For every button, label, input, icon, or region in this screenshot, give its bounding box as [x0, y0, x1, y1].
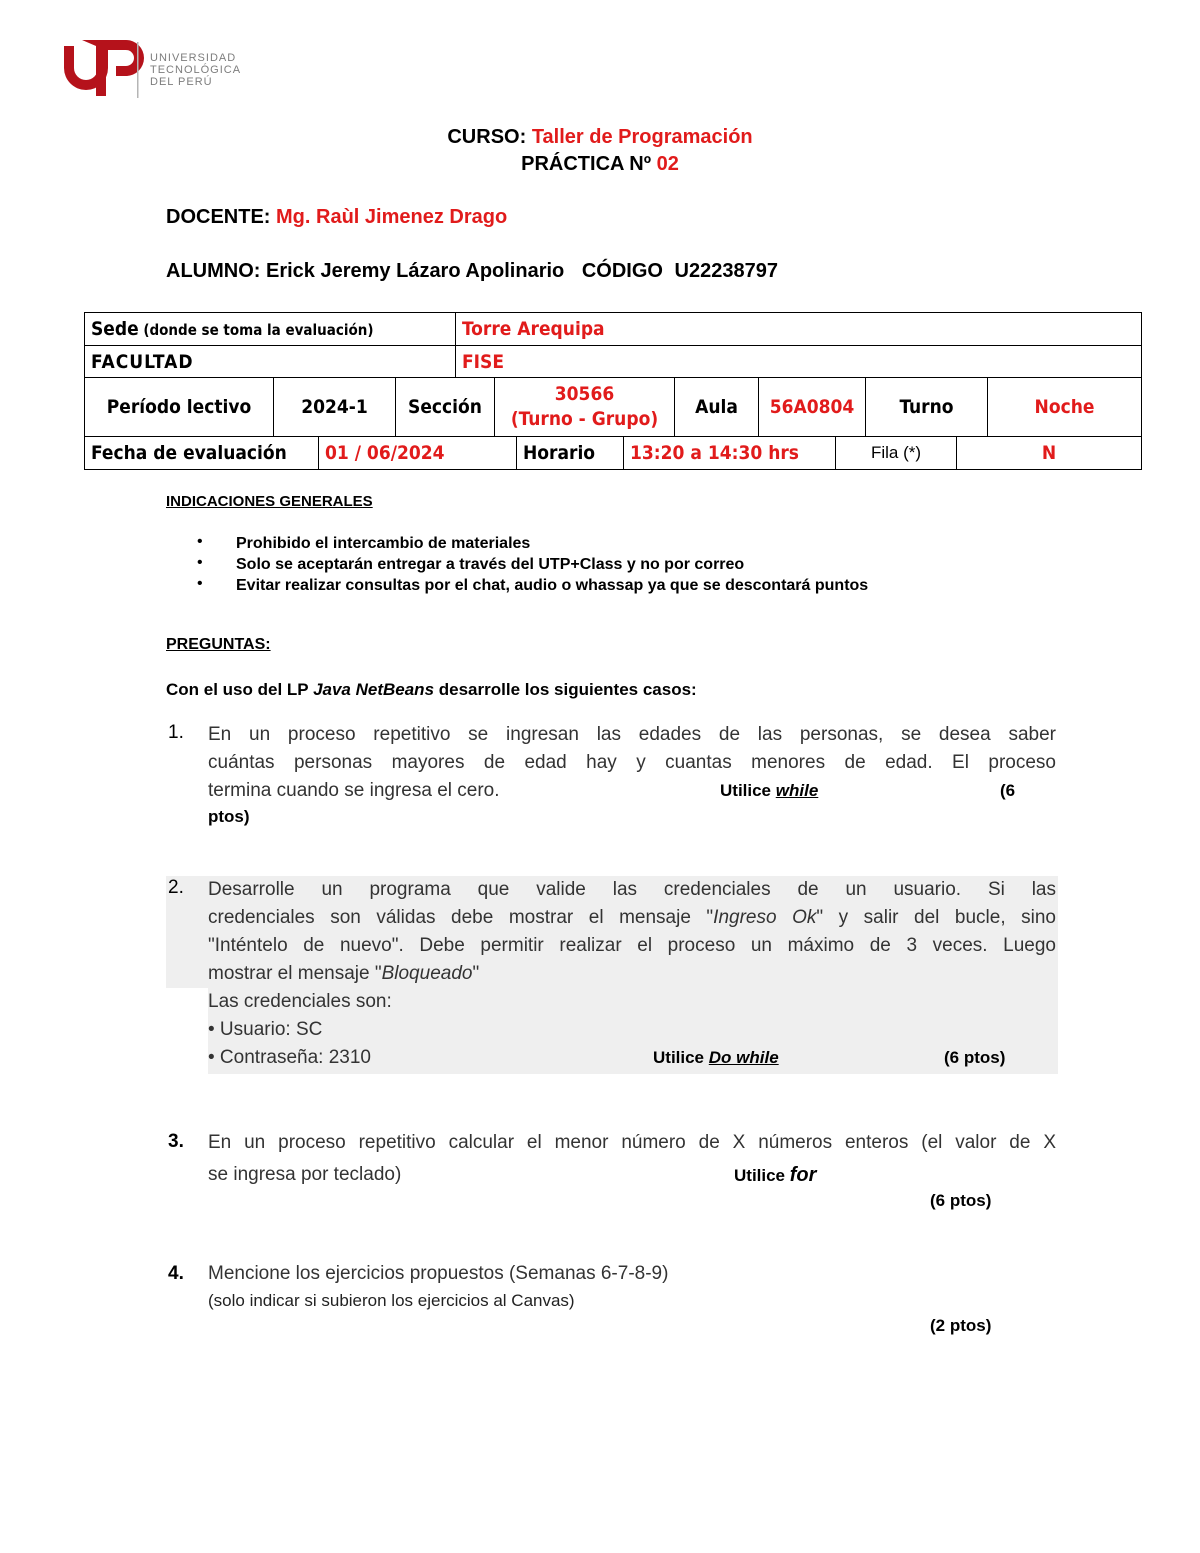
q4-line-2: (solo indicar si subieron los ejercicios al Canvas): [208, 1291, 575, 1310]
horario-value: 13:20 a 14:30 hrs: [624, 437, 836, 470]
fila-label: Fila (*): [836, 437, 957, 470]
bullet-icon: •: [197, 533, 203, 550]
alumno-label: ALUMNO:: [166, 260, 261, 282]
docente-label: DOCENTE:: [166, 206, 271, 228]
q2-ingreso-ok: Ingreso Ok: [713, 907, 817, 928]
alumno-line: [166, 260, 778, 283]
logo-line-1: UNIVERSIDAD: [150, 52, 237, 64]
q2-contrasena: • Contraseña: 2310: [208, 1047, 371, 1068]
turno-label: Turno: [866, 378, 988, 437]
q1-points-b: ptos): [208, 807, 250, 826]
q2-utilice: [653, 1044, 779, 1072]
q1-utilice-label: Utilice: [720, 781, 772, 800]
seccion-label: Sección: [396, 378, 495, 437]
q3-utilice: [734, 1159, 816, 1192]
q2-line-2: [208, 904, 1056, 932]
q4-line-1: Mencione los ejercicios propuestos (Semanas 6-7-8-9): [208, 1263, 669, 1284]
intro-text-1: Con el uso del LP: [166, 680, 309, 699]
horario-label: Horario: [517, 437, 624, 470]
sede-cell: [85, 313, 456, 346]
alumno-value: Erick Jeremy Lázaro Apolinario: [266, 260, 565, 282]
q2-line-2a: credenciales son válidas debe mostrar el mensaje ": [208, 907, 714, 928]
question-2: [208, 876, 1056, 1072]
practice-value: 02: [656, 153, 679, 175]
q3-number: 3.: [168, 1131, 184, 1152]
q3-line-2-text: se ingresa por teclado): [208, 1164, 402, 1185]
fecha-value: 01 / 06/2024: [319, 437, 517, 470]
course-value: Taller de Programación: [531, 126, 753, 148]
facultad-value: FISE: [456, 346, 1142, 378]
info-table-middle: [84, 377, 1142, 437]
q1-line-3-text: termina cuando se ingresa el cero.: [208, 780, 500, 801]
q1-line-2: cuántas personas mayores de edad hay y cuantas menores de edad. El proceso: [208, 752, 1056, 773]
info-table-bottom: [84, 436, 1142, 470]
aula-value: 56A0804: [759, 378, 866, 437]
q2-utilice-label: Utilice: [653, 1048, 705, 1067]
bullet-icon: •: [197, 575, 203, 592]
indicacion-item: Solo se aceptarán entregar a través del UTP+Class y no por correo: [236, 556, 745, 573]
fecha-label: Fecha de evaluación: [85, 437, 319, 470]
q2-line-2b: " y salir del bucle, sino: [816, 907, 1056, 928]
q2-line-7: [208, 1044, 1056, 1072]
logo-line-2: TECNOLÓGICA: [150, 64, 242, 76]
turno-value: Noche: [988, 378, 1142, 437]
bullet-icon: •: [197, 554, 203, 571]
q4-number: 4.: [168, 1263, 184, 1284]
codigo-label: CÓDIGO: [581, 260, 663, 282]
course-label: CURSO:: [447, 126, 527, 148]
course-title: [0, 126, 1200, 149]
q1-utilice: [720, 777, 818, 805]
indicaciones-heading: INDICACIONES GENERALES: [166, 493, 373, 510]
sede-value: Torre Arequipa: [456, 313, 1142, 346]
q3-utilice-label: Utilice: [734, 1166, 786, 1185]
q2-line-5: Las credenciales son:: [208, 991, 392, 1012]
question-3: [208, 1127, 1056, 1191]
periodo-label: Período lectivo: [85, 378, 274, 437]
q1-number: 1.: [168, 722, 184, 743]
q2-usuario: • Usuario: SC: [208, 1019, 323, 1040]
sede-label: Sede: [91, 318, 139, 340]
indicaciones-bullets: [197, 531, 203, 594]
q1-line-1: En un proceso repetitivo se ingresan las edades de las personas, se desea saber: [208, 724, 1056, 745]
q3-points: (6 ptos): [930, 1191, 992, 1210]
aula-label: Aula: [675, 378, 759, 437]
preguntas-intro: [166, 680, 697, 700]
docente-line: [166, 206, 507, 229]
q2-points: (6 ptos): [944, 1048, 1006, 1067]
q1-points-a: (6: [1000, 781, 1016, 800]
q2-bloqueado: Bloqueado: [381, 963, 473, 984]
indicaciones-list: [236, 533, 868, 596]
seccion-value: [495, 378, 675, 437]
university-name: [150, 52, 241, 88]
preguntas-heading: PREGUNTAS:: [166, 636, 271, 653]
q3-loop: for: [789, 1164, 817, 1186]
sede-note: (donde se toma la evaluación): [143, 321, 374, 339]
periodo-value: 2024-1: [274, 378, 396, 437]
fila-value: N: [957, 437, 1142, 470]
q2-line-1: Desarrolle un programa que valide las credenciales de un usuario. Si las: [208, 879, 1056, 900]
seccion-code: 30566: [554, 383, 615, 405]
practice-title: [0, 153, 1200, 176]
indicacion-item: Prohibido el intercambio de materiales: [236, 535, 531, 552]
codigo-value: U22238797: [674, 260, 778, 282]
q2-line-4b: ": [472, 963, 480, 984]
q1-loop: while: [775, 781, 819, 800]
intro-italic: Java NetBeans: [313, 680, 435, 699]
q3-line-2: [208, 1159, 1056, 1191]
q2-line-4a: mostrar el mensaje ": [208, 963, 382, 984]
docente-value: Mg. Raùl Jimenez Drago: [276, 206, 508, 228]
info-table-top: [84, 312, 1142, 378]
q2-line-4: [208, 960, 1056, 988]
q3-line-1: En un proceso repetitivo calcular el menor número de X números enteros (el valor de X: [208, 1132, 1056, 1153]
indicacion-item: Evitar realizar consultas por el chat, audio o whassap ya que se descontará puntos: [236, 577, 869, 594]
facultad-label: FACULTAD: [85, 346, 456, 378]
seccion-note: (Turno - Grupo): [510, 408, 659, 430]
q2-line-3: "Inténtelo de nuevo". Debe permitir realizar el proceso un máximo de 3 veces. Luego: [208, 935, 1056, 956]
logo-line-3: DEL PERÚ: [150, 76, 213, 88]
practice-label: PRÁCTICA Nº: [521, 153, 652, 175]
q1-line-3: [208, 777, 1056, 805]
q2-number: 2.: [168, 877, 184, 898]
q4-points: (2 ptos): [930, 1316, 992, 1335]
intro-text-2: desarrolle los siguientes casos:: [438, 680, 697, 699]
question-1: [208, 721, 1056, 829]
q2-loop: Do while: [708, 1048, 779, 1067]
